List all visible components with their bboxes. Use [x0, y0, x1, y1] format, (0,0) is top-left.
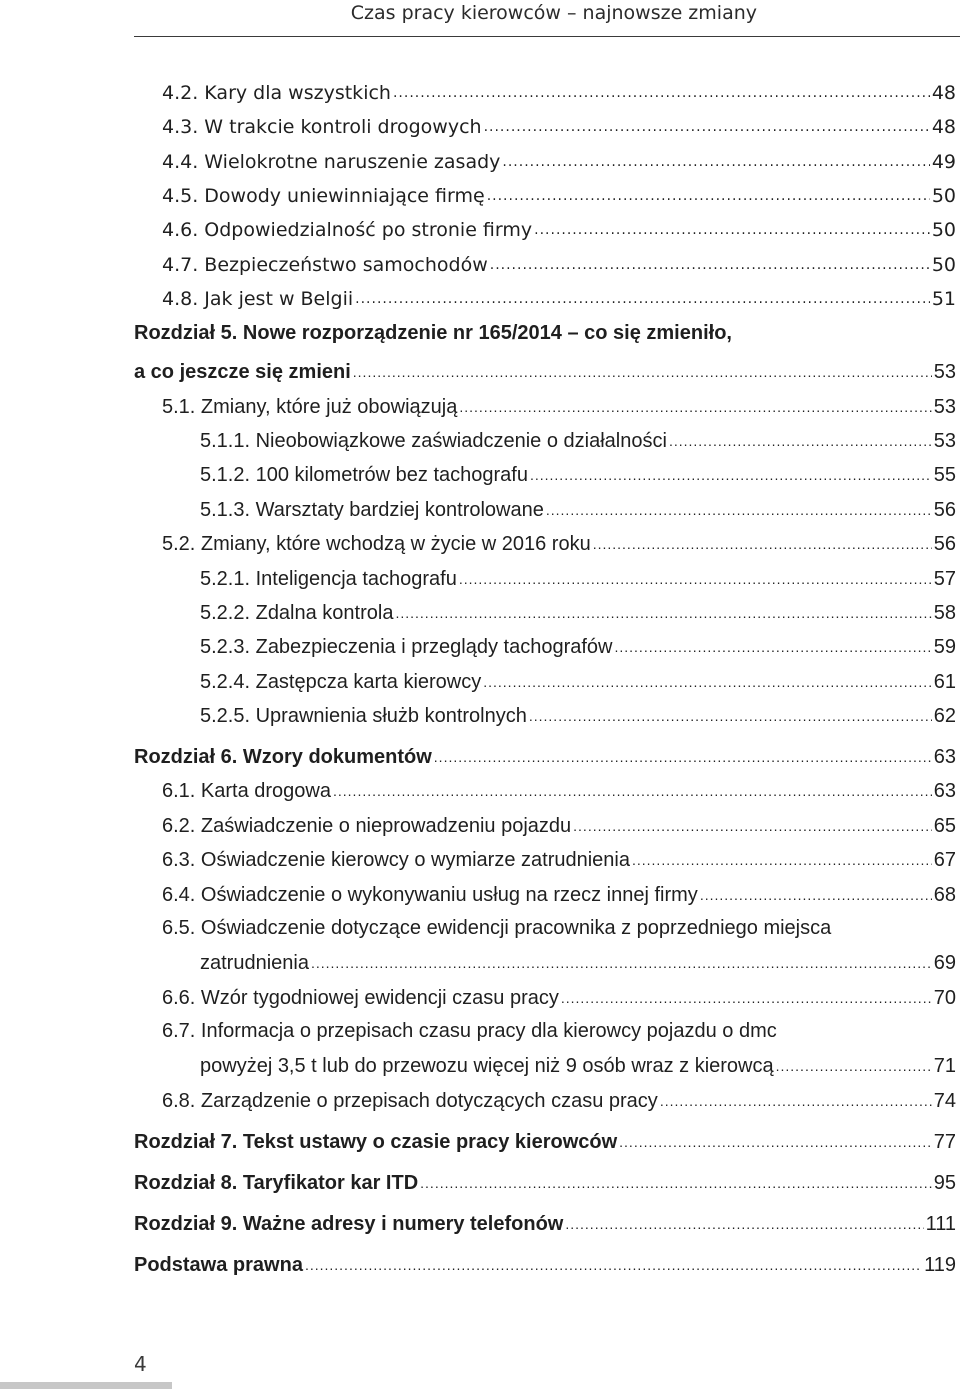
toc-entry[interactable]: [162, 174, 956, 208]
leader-dots: [546, 501, 932, 519]
leader-dots: [353, 363, 932, 381]
leader-dots: [529, 707, 932, 725]
toc-entry-page: 70: [933, 987, 956, 1009]
toc-chapter[interactable]: [134, 1243, 956, 1277]
toc-entry[interactable]: [200, 1044, 956, 1078]
toc-entry-page: 58: [933, 602, 956, 624]
leader-dots: [660, 1092, 932, 1110]
toc-entry-label: Podstawa prawna: [134, 1254, 303, 1276]
toc-entry-page: 71: [933, 1055, 956, 1077]
leader-dots: [459, 398, 931, 416]
leader-dots: [490, 256, 930, 274]
leader-dots: [459, 570, 932, 588]
leader-dots: [483, 673, 932, 691]
toc-entry-label: 4.8. Jak jest w Belgii: [162, 288, 354, 310]
toc-entry-page: 59: [933, 636, 956, 658]
toc-chapter[interactable]: [134, 1120, 956, 1154]
toc-entry[interactable]: [162, 1079, 956, 1113]
toc-entry-label: 4.3. W trakcie kontroli drogowych: [162, 116, 482, 138]
page-number: 4: [134, 1352, 147, 1376]
leader-dots: [561, 989, 932, 1007]
toc-entry-label: 4.2. Kary dla wszystkich: [162, 82, 391, 104]
header-rule: [134, 36, 960, 37]
toc-entry[interactable]: [162, 385, 956, 419]
toc-entry[interactable]: [162, 243, 956, 277]
toc-entry[interactable]: [162, 873, 956, 907]
toc-entry-page: 49: [931, 151, 956, 173]
toc-entry-label: 5.2.2. Zdalna kontrola: [200, 602, 394, 624]
toc-entry[interactable]: [162, 71, 956, 105]
leader-dots: [573, 817, 932, 835]
toc-entry-page: 77: [933, 1131, 956, 1153]
toc-chapter[interactable]: [134, 350, 956, 384]
toc-entry-page: 111: [925, 1213, 956, 1235]
leader-dots: [502, 153, 929, 171]
toc-entry-page: 56: [933, 499, 956, 521]
footer-bar: [0, 1382, 172, 1389]
toc-entry-page: 63: [933, 780, 956, 802]
toc-entry-page: 53: [933, 361, 956, 383]
toc-entry-label: Rozdział 7. Tekst ustawy o czasie pracy kierowców: [134, 1131, 618, 1153]
toc-entry-page: 119: [924, 1254, 956, 1276]
toc-entry[interactable]: [200, 694, 956, 728]
toc-entry-page: 63: [933, 746, 956, 768]
leader-dots: [484, 118, 930, 136]
toc-entry-line1[interactable]: 6.7. Informacja o przepisach czasu pracy dla kierowcy pojazdu o dmc: [162, 1020, 777, 1042]
leader-dots: [395, 604, 931, 622]
toc-entry-label: 5.2.4. Zastępcza karta kierowcy: [200, 671, 482, 693]
toc-entry[interactable]: [200, 419, 956, 453]
toc-entry-page: 55: [933, 464, 956, 486]
toc-entry-label: 5.1.3. Warsztaty bardziej kontrolowane: [200, 499, 544, 521]
toc-entry[interactable]: [162, 522, 956, 556]
toc-entry[interactable]: [162, 804, 956, 838]
toc-entry-page: 50: [931, 185, 956, 207]
leader-dots: [593, 535, 932, 553]
toc-entry[interactable]: [162, 277, 956, 311]
leader-dots: [530, 466, 932, 484]
toc-entry-page: 95: [933, 1172, 956, 1194]
toc-entry-label: 4.7. Bezpieczeństwo samochodów: [162, 254, 488, 276]
toc-entry[interactable]: [162, 140, 956, 174]
toc-entry-label: 5.1. Zmiany, które już obowiązują: [162, 396, 458, 418]
toc-entry-label: 5.1.2. 100 kilometrów bez tachografu: [200, 464, 528, 486]
leader-dots: [434, 748, 932, 766]
toc-entry-label: zatrudnienia: [200, 952, 309, 974]
toc-entry[interactable]: [162, 976, 956, 1010]
toc-entry-page: 56: [933, 533, 956, 555]
leader-dots: [614, 638, 931, 656]
leader-dots: [487, 187, 930, 205]
toc-entry-label: 5.2.5. Uprawnienia służb kontrolnych: [200, 705, 527, 727]
toc-entry-label: 5.2.1. Inteligencja tachografu: [200, 568, 457, 590]
toc-entry[interactable]: [200, 557, 956, 591]
toc-entry-label: 6.1. Karta drogowa: [162, 780, 331, 802]
toc-entry-label: Rozdział 9. Ważne adresy i numery telefonów: [134, 1213, 564, 1235]
toc-entry-label: 5.2.3. Zabezpieczenia i przeglądy tachografów: [200, 636, 613, 658]
leader-dots: [420, 1174, 932, 1192]
leader-dots: [311, 954, 932, 972]
leader-dots: [305, 1256, 922, 1274]
toc-entry-label: 5.1.1. Nieobowiązkowe zaświadczenie o działalności: [200, 430, 667, 452]
toc-entry-label: powyżej 3,5 t lub do przewozu więcej niż 9 osób wraz z kierowcą: [200, 1055, 774, 1077]
toc-entry-page: 53: [933, 396, 956, 418]
leader-dots: [534, 221, 930, 239]
toc-entry-page: 48: [931, 82, 956, 104]
toc-entry-label: a co jeszcze się zmieni: [134, 361, 351, 383]
running-header: Czas pracy kierowców – najnowsze zmiany: [350, 2, 757, 24]
toc-entry-label: 4.6. Odpowiedzialność po stronie firmy: [162, 219, 533, 241]
toc-entry-page: 53: [933, 430, 956, 452]
toc-entry[interactable]: [200, 625, 956, 659]
leader-dots: [632, 851, 932, 869]
leader-dots: [565, 1215, 923, 1233]
toc-entry-page: 67: [933, 849, 956, 871]
toc-entry-page: 50: [931, 254, 956, 276]
toc-entry-label: Rozdział 8. Taryfikator kar ITD: [134, 1172, 419, 1194]
leader-dots: [776, 1057, 932, 1075]
leader-dots: [619, 1133, 932, 1151]
toc-entry-label: 6.8. Zarządzenie o przepisach dotyczących czasu pracy: [162, 1090, 658, 1112]
toc-entry-page: 65: [933, 815, 956, 837]
toc-entry-page: 74: [933, 1090, 956, 1112]
toc-entry[interactable]: [200, 453, 956, 487]
toc-entry-page: 61: [933, 671, 956, 693]
toc-entry[interactable]: [162, 838, 956, 872]
leader-dots: [700, 886, 932, 904]
toc-entry[interactable]: [200, 591, 956, 625]
leader-dots: [669, 432, 932, 450]
toc-entry-label: 4.5. Dowody uniewinniające firmę: [162, 185, 485, 207]
leader-dots: [355, 290, 930, 308]
toc-entry[interactable]: [162, 208, 956, 242]
toc-chapter[interactable]: [134, 1161, 956, 1195]
toc-entry-label: Rozdział 6. Wzory dokumentów: [134, 746, 432, 768]
toc-entry-page: 57: [933, 568, 956, 590]
toc-entry-page: 62: [933, 705, 956, 727]
toc-entry[interactable]: [200, 488, 956, 522]
toc-entry-label: 6.3. Oświadczenie kierowcy o wymiarze zatrudnienia: [162, 849, 630, 871]
toc-entry-label: 5.2. Zmiany, które wchodzą w życie w 2016 roku: [162, 533, 591, 555]
toc-entry[interactable]: [200, 660, 956, 694]
toc-entry[interactable]: [200, 941, 956, 975]
toc-entry-label: 6.6. Wzór tygodniowej ewidencji czasu pracy: [162, 987, 559, 1009]
chapter-title-line1[interactable]: Rozdział 5. Nowe rozporządzenie nr 165/2014 – co się zmieniło,: [134, 322, 732, 344]
leader-dots: [393, 84, 930, 102]
toc-entry-label: 6.4. Oświadczenie o wykonywaniu usług na rzecz innej firmy: [162, 884, 698, 906]
toc-entry-page: 51: [931, 288, 956, 310]
toc-entry-page: 48: [931, 116, 956, 138]
toc-entry-label: 4.4. Wielokrotne naruszenie zasady: [162, 151, 501, 173]
toc-entry[interactable]: [162, 769, 956, 803]
toc-entry-line1[interactable]: 6.5. Oświadczenie dotyczące ewidencji pracownika z poprzedniego miejsca: [162, 917, 832, 939]
toc-entry-page: 68: [933, 884, 956, 906]
toc-entry[interactable]: [162, 105, 956, 139]
toc-entry-page: 50: [931, 219, 956, 241]
toc-chapter[interactable]: [134, 735, 956, 769]
toc-entry-label: 6.2. Zaświadczenie o nieprowadzeniu pojazdu: [162, 815, 572, 837]
toc-chapter[interactable]: [134, 1202, 956, 1236]
toc-entry-page: 69: [933, 952, 956, 974]
leader-dots: [333, 782, 932, 800]
